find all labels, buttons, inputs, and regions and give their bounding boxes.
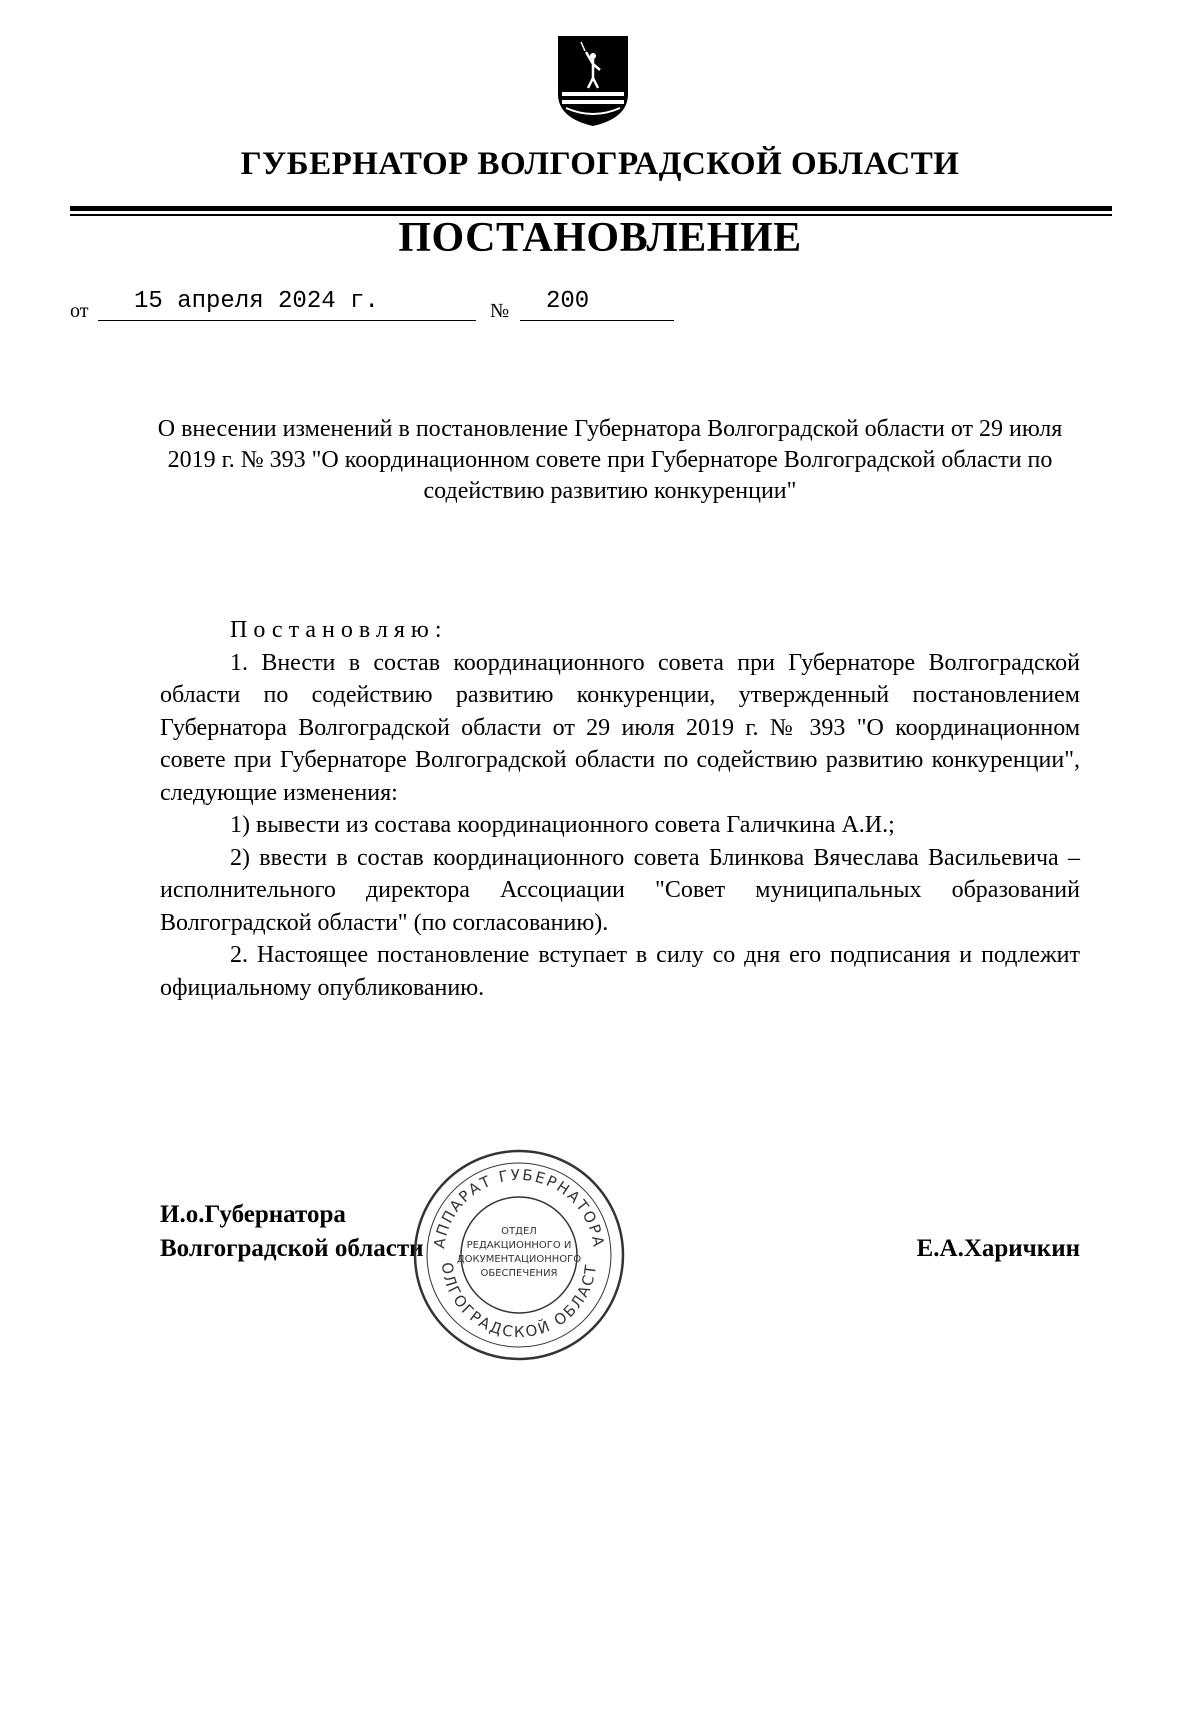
number-underline [520,320,674,321]
signatory-title-line-1: И.о.Губернатора [160,1201,346,1228]
date-number-row [0,286,1200,326]
svg-text:ОТДЕЛ: ОТДЕЛ [501,1226,537,1237]
body-item-1-1: 1) вывести из состава координационного совета Галичкина А.И.; [230,812,895,838]
signatory-title-line-2: Волгоградской области [160,1235,424,1262]
coat-of-arms-icon [556,34,630,128]
svg-text:ОБЕСПЕЧЕНИЯ: ОБЕСПЕЧЕНИЯ [480,1268,558,1279]
number-label: № [490,300,510,322]
signatory-name: Е.А.Харичкин [916,1235,1080,1262]
date-underline [98,320,476,321]
svg-text:ВОЛГОГРАДСКОЙ ОБЛАСТИ: ОЛГОГРАДСКОЙ ОБЛАСТ [437,1261,601,1342]
header-rule-thick [70,206,1112,211]
number-value: 200 [546,288,590,315]
official-stamp-icon [404,1140,634,1370]
document-subject: О внесении изменений в постановление Губернатора Волгоградской области от 29 июля 2019 г. № 393 "О координационном совете при Губернаторе Волгоградской области по содействию развитию конкуренции" [157,416,1063,504]
svg-text:РЕДАКЦИОННОГО И: РЕДАКЦИОННОГО И [466,1240,572,1251]
issuing-authority: ГУБЕРНАТОР ВОЛГОГРАДСКОЙ ОБЛАСТИ [240,146,960,182]
svg-text:ДОКУМЕНТАЦИОННОГО: ДОКУМЕНТАЦИОННОГО [456,1254,582,1265]
date-value: 15 апреля 2024 г. [134,288,379,315]
body-item-2: 2. Настоящее постановление вступает в силу со дня его подписания и подлежит официальному опубликованию. [160,942,1080,1001]
body-item-1: 1. Внести в состав координационного совета при Губернаторе Волгоградской области по содействию развитию конкуренции, утвержденный постановлением Губернатора Волгоградской области от 29 июля 2019 г. № 393 "О координационном совете при Губернаторе Волгоградской области по содействию развитию конкуренции", следующие изменения: [160,649,1080,806]
body-item-1-2: 2) ввести в состав координационного совета Блинкова Вячеслава Васильевича – исполнительного директора Ассоциации "Совет муниципальных образований Волгоградской области" (по согласованию). [160,844,1080,936]
svg-text:АППАРАТ ГУБЕРНАТОРА: АППАРАТ ГУБЕРНАТОРА [430,1165,608,1250]
document-body [160,614,1080,1004]
signatory-title [160,1198,424,1266]
date-label: от [70,300,89,322]
document-type-title: ПОСТАНОВЛЕНИЕ [398,215,802,261]
decree-word: Постановляю: [230,617,448,643]
